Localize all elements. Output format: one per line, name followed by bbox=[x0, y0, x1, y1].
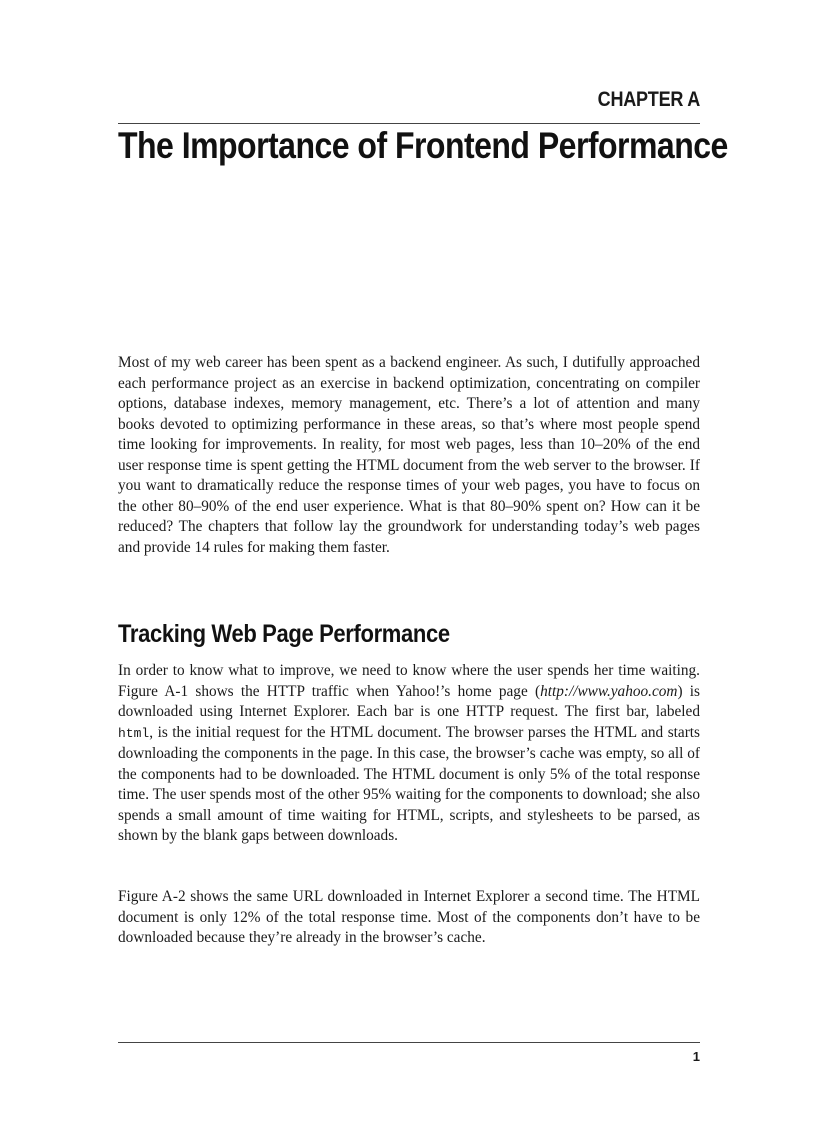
section-paragraph-2: Figure A-2 shows the same URL downloaded in Internet Explorer a second time. The HTML document is only 12% of the total response time. Most of the components don’t have to be downloaded because they’re already in the browser’s cache. bbox=[118, 888, 700, 946]
chapter-title: The Importance of Frontend Performance bbox=[118, 125, 728, 166]
url-link: http://www.​yahoo.com bbox=[540, 682, 678, 700]
intro-paragraph: Most of my web career has been spent as a backend engineer. As such, I dutifully approached each performance project as an exercise in backend optimization, concentrating on compiler options, database indexes, memory management, etc. There’s a lot of attention and many books devoted to optimizing performance in these areas, so that’s where most people spend time looking for improvements. In reality, for most web pages, less than 10–20% of the end user response time is spent getting the HTML document from the web server to the browser. If you want to dramatically reduce the response times of your web pages, you have to focus on the other 80–90% of the end user experience. What is that 80–90% spent on? How can it be reduced? The chapters that follow lay the groundwork for understanding today’s web pages and provide 14 rules for making them faster. bbox=[118, 354, 700, 556]
paragraph-text: ) is downloaded using Internet Explorer. Each bar is one HTTP request. The first bar, labeled bbox=[118, 682, 701, 720]
section-heading: Tracking Web Page Performance bbox=[118, 620, 450, 648]
chapter-rule bbox=[118, 123, 700, 124]
section-paragraph-1 bbox=[118, 661, 700, 847]
footer-rule bbox=[118, 1042, 700, 1043]
book-page bbox=[118, 0, 728, 1123]
inline-code: html bbox=[118, 725, 150, 741]
page-number: 1 bbox=[692, 1049, 700, 1064]
paragraph-text: , is the initial request for the HTML document. The browser parses the HTML and starts downloading the components in the page. In this case, the browser’s cache was empty, so all of the components had to be downloaded. The HTML document is only 5% of the total response time. The user spends most of the other 95% waiting for the components to download; she also spends a small amount of time waiting for HTML, scripts, and stylesheets to be parsed, as shown by the blank gaps between downloads. bbox=[118, 723, 700, 844]
paragraph-text: In order to know what to improve, we need to know where the user spends her time waiting. Figure A-1 shows the HTTP traffic when Yahoo!’s home page ( bbox=[118, 662, 700, 700]
chapter-label: CHAPTER A bbox=[597, 88, 700, 111]
